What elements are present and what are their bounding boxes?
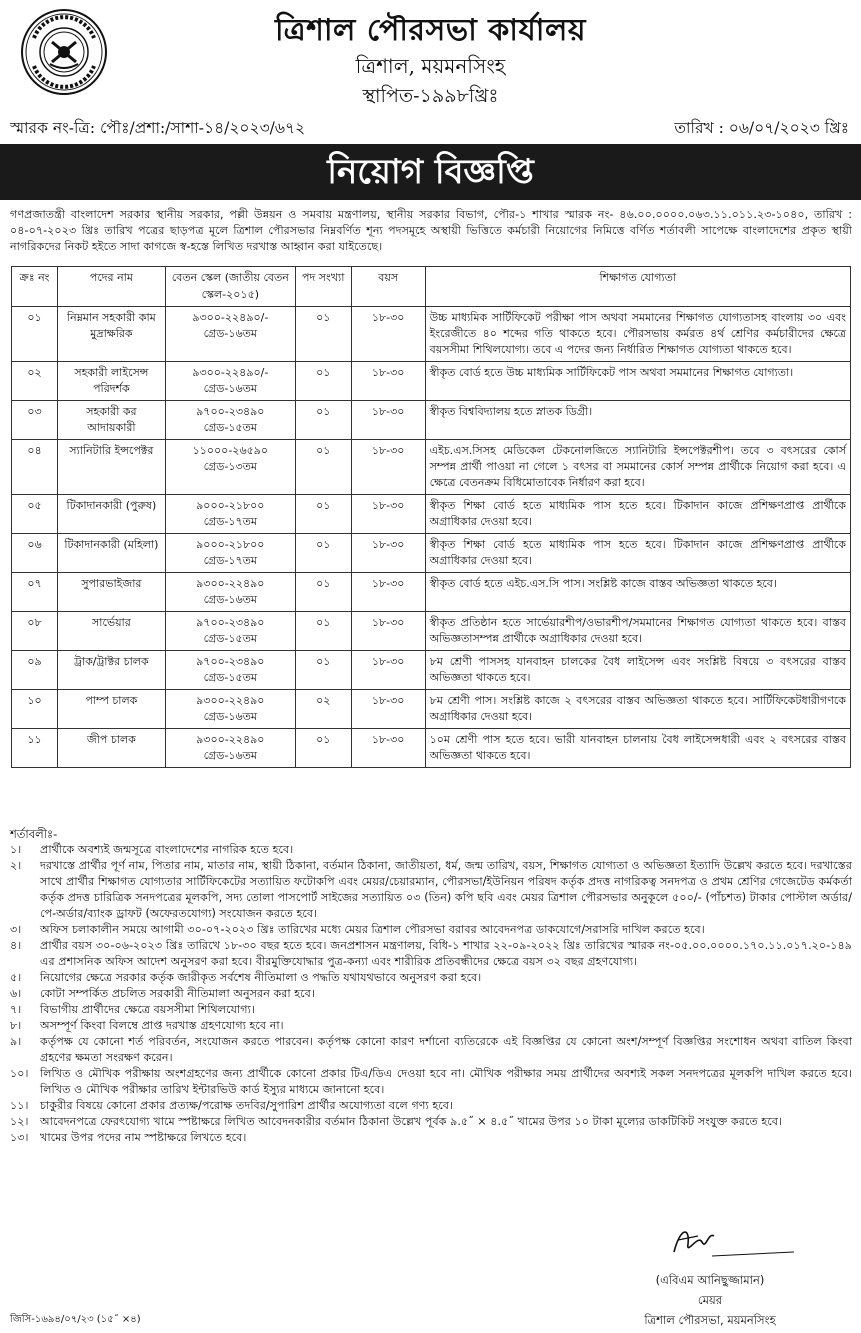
condition-number: ১১।	[10, 1099, 29, 1112]
memo-number: স্মারক নং-ত্রি: পৌঃ/প্রশা:/সাশা-১৪/২০২৩/৬৭২	[10, 119, 306, 137]
table-row	[12, 401, 851, 440]
row-count: ০১	[295, 651, 351, 690]
grade-value: গ্রেড-১৭তম	[203, 554, 258, 567]
row-scale	[165, 729, 295, 768]
intro-paragraph: গণপ্রজাতন্ত্রী বাংলাদেশ সরকার স্থানীয় সরকার, পল্লী উন্নয়ন ও সমবায় মন্ত্রণালয়, স্থানীয় সরকার বিভাগ, পৌর-১ শাখার স্মারক নং- ৪৬.০০.০০০০.০৬৩.১১.০১১.২৩-১০৪০, তারিখ : ০৪-০৭-২০২৩ খ্রিঃ তারিখ পত্রের ছাড়পত্র মূলে ত্রিশাল পৌরসভার নিম্নবর্ণিত শূন্য পদসমূহে অস্থায়ী ভিত্তিতে কর্মচারী নিয়োগের নিমিত্তে বর্ণিত শর্তাবলী সাপেক্ষে বাংলাদেশের প্রকৃত স্থায়ী নাগরিকদের নিকট হইতে সাদা কাগজে স্ব-হস্তে লিখিত দরখাস্ত আহ্বান করা যাইতেছে।	[10, 208, 852, 253]
table-row	[12, 651, 851, 690]
row-qualification: এইচ.এস.সিসহ মেডিকেল টেকনোলজিতে স্যানিটারি ইন্সপেক্টরশীপ। তবে ৩ বৎসরের কোর্স সম্পন্ন প্রার্থী পাওয়া না গেলে ১ বৎসর বা সমমানের কোর্স সম্পন্ন প্রার্থীকে নিয়োগ করা হবে। এ ক্ষেত্রে বেতনক্রম বিধিমোতাবেক নির্ধারণ করা হবে।	[425, 440, 850, 495]
scale-value: ৯৭০০-২৩৪৯০	[196, 616, 265, 629]
list-item	[10, 1002, 852, 1018]
row-post: সুপারভাইজার	[57, 573, 165, 612]
row-serial: ১১	[12, 729, 58, 768]
row-scale	[165, 651, 295, 690]
condition-text: কর্তৃপক্ষ যে কোনো শর্ত পরিবর্তন, সংযোজন করতে পারবেন। কর্তৃপক্ষ কোনো কারণ দর্শানো ব্যতিরেকে এই বিজ্ঞপ্তির যে কোনো অংশ/সম্পূর্ণ বিজ্ঞপ্তির সংশোধন অথবা বাতিল কিংবা গ্রহণের ক্ষমতা সংরক্ষণ করেন।	[40, 1035, 852, 1064]
grade-value: গ্রেড-১৬তম	[203, 710, 258, 723]
grade-value: গ্রেড-১৬তম	[203, 593, 258, 606]
grade-value: গ্রেড-১৬তম	[203, 749, 258, 762]
scale-value: ৯০০০-২১৮০০	[196, 499, 265, 512]
row-serial: ০১	[12, 307, 58, 362]
row-scale	[165, 401, 295, 440]
grade-value: গ্রেড-১৬তম	[203, 327, 258, 340]
condition-text: দরখাস্তে প্রার্থীর পূর্ণ নাম, পিতার নাম, মাতার নাম, স্থায়ী ঠিকানা, বর্তমান ঠিকানা, জাতীয়তা, ধর্ম, জন্ম তারিখ, বয়স, শিক্ষাগত যোগ্যতা ও অভিজ্ঞতা ইত্যাদি উল্লেখ করতে হবে। দরখাস্তের সাথে প্রার্থীর শিক্ষাগত যোগ্যতার সার্টিফিকেটের সত্যায়িত ফটোকপি এবং মেয়র/চেয়ারম্যান, পৌরসভা/ইউনিয়ন পরিষদ কর্তৃক প্রদত্ত নাগরিকত্ব সনদপত্র ও প্রথম শ্রেণির গেজেটেড কর্মকর্তা কর্তৃক প্রদত্ত চারিত্রিক সনদপত্রের মূলকপি, সদ্য তোলা পাসপোর্ট সাইজের সত্যায়িত ০৩ (তিন) কপি ছবি এবং মেয়র ত্রিশাল পৌরসভার অনুকূলে ৫০০/- (পাঁচশত) টাকার পোস্টাল অর্ডার/পে-অর্ডার/ব্যাংক ড্রাফট (অফেরতযোগ্য) সংযোজন করতে হবে।	[40, 859, 852, 920]
condition-text: অসম্পূর্ণ কিংবা বিলম্বে প্রাপ্ত দরখাস্ত গ্রহণযোগ্য হবে না।	[40, 1019, 284, 1032]
row-qualification: স্বীকৃত শিক্ষা বোর্ড হতে মাধ্যমিক পাস হতে হবে। টিকাদান কাজে প্রশিক্ষণপ্রাপ্ত প্রার্থীকে অগ্রাধিকার দেওয়া হবে।	[425, 495, 850, 534]
table-row	[12, 307, 851, 362]
condition-text: খামের উপর পদের নাম স্পষ্টাক্ষরে লিখতে হবে।	[40, 1131, 247, 1144]
grade-value: গ্রেড-১৫তম	[203, 632, 258, 645]
list-item	[10, 1130, 852, 1146]
scale-value: ৯০০০-২১৮০০	[196, 538, 265, 551]
condition-text: প্রার্থীর বয়স ৩০-০৬-২০২৩ খ্রিঃ তারিখে ১৮-৩০ বছর হতে হবে। জনপ্রশাসন মন্ত্রণালয়, বিধি-১ শাখার ২২-০৯-২০২২ খ্রিঃ তারিখের স্মারক নং-০৫.০০.০০০০.১৭০.১১.০১৭.২০-১৪৯ এর প্রশাসনিক অফিস আদেশ অনুসরণ করা হবে। বীরমুক্তিযোদ্ধার পুত্র-কন্যা এবং শারীরিক প্রতিবন্ধীদের ক্ষেত্রে বয়স ৩২ বছর গ্রহণযোগ্য।	[40, 939, 852, 968]
row-count: ০২	[295, 690, 351, 729]
row-scale	[165, 534, 295, 573]
row-serial: ০৮	[12, 612, 58, 651]
list-item	[10, 970, 852, 986]
row-age: ১৮-৩০	[351, 651, 425, 690]
signatory-block	[610, 1270, 810, 1330]
office-location: ত্রিশাল, ময়মনসিংহ	[355, 54, 506, 78]
header-count: পদ সংখ্যা	[295, 267, 351, 307]
row-age: ১৮-৩০	[351, 495, 425, 534]
list-item	[10, 842, 852, 858]
conditions-list	[10, 842, 852, 1146]
scale-value: ৯৩০০-২২৪৯০	[196, 577, 265, 590]
condition-number: ৩।	[10, 923, 22, 936]
list-item	[10, 1018, 852, 1034]
row-serial: ০২	[12, 362, 58, 401]
row-serial: ০৬	[12, 534, 58, 573]
header-serial: ক্রঃ নং	[12, 267, 58, 307]
grade-value: গ্রেড-১৫তম	[203, 421, 258, 434]
list-item	[10, 1066, 852, 1098]
condition-number: ৫।	[10, 971, 22, 984]
row-scale	[165, 495, 295, 534]
row-scale	[165, 612, 295, 651]
row-scale	[165, 573, 295, 612]
condition-text: বিভাগীয় প্রার্থীদের ক্ষেত্রে বয়সসীমা শিথিলযোগ্য।	[40, 1003, 255, 1016]
row-post: জীপ চালক	[57, 729, 165, 768]
notice-header	[0, 0, 861, 110]
row-age: ১৮-৩০	[351, 534, 425, 573]
condition-number: ১৩।	[10, 1131, 29, 1144]
row-age: ১৮-৩০	[351, 573, 425, 612]
scale-value: ৯৩০০-২২৪৯০/-	[192, 366, 269, 379]
list-item	[10, 1114, 852, 1130]
row-serial: ০৫	[12, 495, 58, 534]
row-age: ১৮-৩০	[351, 440, 425, 495]
row-count: ০১	[295, 307, 351, 362]
list-item	[10, 986, 852, 1002]
row-post: স্যানিটারি ইন্সপেক্টর	[57, 440, 165, 495]
condition-text: নিয়োগের ক্ষেত্রে সরকার কর্তৃক জারীকৃত সর্বশেষ নীতিমালা ও পদ্ধতি যথাযথভাবে অনুসরণ করা হবে।	[40, 971, 482, 984]
condition-number: ১০।	[10, 1067, 29, 1080]
row-qualification: ৮ম শ্রেণী পাস। সংশ্লিষ্ট কাজে ২ বৎসরের বাস্তব অভিজ্ঞতা থাকতে হবে। সার্টিফিকেটধারীগণকে অগ্রাধিকার দেওয়া হবে।	[425, 690, 850, 729]
row-qualification: ১০ম শ্রেণী পাস হতে হবে। ভারী যানবাহন চালনায় বৈধ লাইসেন্সধারী এবং ২ বৎসরের বাস্তব অভিজ্ঞতা থাকতে হবে।	[425, 729, 850, 768]
signatory-office: ত্রিশাল পৌরসভা, ময়মনসিংহ	[644, 1313, 776, 1327]
row-count: ০১	[295, 729, 351, 768]
condition-number: ৬।	[10, 987, 22, 1000]
scale-value: ৯৩০০-২২৪৯০	[196, 694, 265, 707]
row-serial: ০৯	[12, 651, 58, 690]
condition-text: প্রার্থীকে অবশ্যই জন্মসূত্রে বাংলাদেশের নাগরিক হতে হবে।	[40, 843, 294, 856]
row-qualification: স্বীকৃত বোর্ড হতে উচ্চ মাধ্যমিক সার্টিফিকেট পাস অথবা সমমানের শিক্ষাগত যোগ্যতা।	[425, 362, 850, 401]
row-post: নিম্নমান সহকারী কাম মুদ্রাক্ষরিক	[57, 307, 165, 362]
condition-text: লিখিত ও মৌখিক পরীক্ষায় অংশগ্রহণের জন্য প্রার্থীকে কোনো প্রকার টিএ/ডিএ দেওয়া হবে না। মৌখিক পরীক্ষার সময় প্রার্থীদের অবশ্যই সকল সনদপত্রের মূলকপি দাখিল করতে হবে। লিখিত ও মৌখিক পরীক্ষার তারিখ ইন্টারভিউ কার্ড ইস্যুর মাধ্যমে জানানো হবে।	[40, 1067, 852, 1096]
row-count: ০১	[295, 495, 351, 534]
row-qualification: উচ্চ মাধ্যমিক সার্টিফিকেট পরীক্ষা পাস অথবা সমমানের শিক্ষাগত যোগ্যতাসহ বাংলায় ৩০ এবং ইংরেজীতে ৪০ শব্দের গতি থাকতে হবে। পৌরসভায় কর্মরত ৪র্থ শ্রেণির কর্মচারীদের ক্ষেত্রে বয়সসীমা শিথিলযোগ্য। তবে এ পদের জন্য নির্ধারিত শিক্ষাগত যোগ্যতা থাকতে হবে।	[425, 307, 850, 362]
row-post: টিকাদানকারী (পুরুষ)	[57, 495, 165, 534]
row-count: ০১	[295, 612, 351, 651]
list-item	[10, 922, 852, 938]
row-qualification: স্বীকৃত বিশ্ববিদ্যালয় হতে স্নাতক ডিগ্রী।	[425, 401, 850, 440]
row-age: ১৮-৩০	[351, 729, 425, 768]
condition-text: কোটা সম্পর্কিত প্রচলিত সরকারী নীতিমালা অনুসরন করা হবে।	[40, 987, 315, 1000]
row-post: টিকাদানকারী (মহিলা)	[57, 534, 165, 573]
row-age: ১৮-৩০	[351, 612, 425, 651]
condition-number: ২।	[10, 859, 22, 872]
table-row	[12, 612, 851, 651]
row-post: সহকারী লাইসেন্স পরিদর্শক	[57, 362, 165, 401]
row-count: ০১	[295, 440, 351, 495]
condition-text: অফিস চলাকালীন সময়ে আগামী ৩০-০৭-২০২৩ খ্রিঃ তারিখের মধ্যে মেয়র ত্রিশাল পৌরসভা বরাবর আবেদনপত্র ডাকযোগে/সরাসরি দাখিল করতে হবে।	[40, 923, 705, 936]
signatory-name: (এবিএম আনিছুজ্জামান)	[655, 1273, 765, 1287]
list-item	[10, 1034, 852, 1066]
table-row	[12, 495, 851, 534]
list-item	[10, 938, 852, 970]
office-title: ত্রিশাল পৌরসভা কার্যালয়	[274, 13, 586, 48]
row-serial: ১০	[12, 690, 58, 729]
table-row	[12, 729, 851, 768]
list-item	[10, 858, 852, 922]
condition-text: আবেদনপত্রে ফেরৎযোগ্য খামে স্পষ্টাক্ষরে লিখিত আবেদনকারীর বর্তমান ঠিকানা উল্লেখ পূর্বক ৯.৫˝ × ৪.৫˝ খামের উপর ১০ টাকা মূল্যের ডাকটিকিট সংযুক্ত করতে হবে।	[40, 1115, 782, 1128]
row-post: সহকারী কর আদায়কারী	[57, 401, 165, 440]
row-post: সার্ভেয়ার	[57, 612, 165, 651]
reference-line	[10, 116, 849, 140]
row-age: ১৮-৩০	[351, 362, 425, 401]
row-scale	[165, 307, 295, 362]
condition-number: ৮।	[10, 1019, 22, 1032]
scale-value: ৯৭০০-২৩৪৯০	[196, 405, 265, 418]
condition-number: ৪।	[10, 939, 22, 952]
row-serial: ০৭	[12, 573, 58, 612]
row-qualification: স্বীকৃত প্রতিষ্ঠান হতে সার্ভেয়ারশীপ/ওভারশীপ/সমমানের শিক্ষাগত যোগ্যতা থাকতে হবে। বাস্তব অভিজ্ঞতাসম্পন্ন প্রার্থীকে অগ্রাধিকার দেওয়া হবে।	[425, 612, 850, 651]
condition-number: ৯।	[10, 1035, 22, 1048]
table-row	[12, 440, 851, 495]
signatory-designation: মেয়র	[697, 1293, 723, 1307]
grade-value: গ্রেড-১৩তম	[203, 460, 258, 473]
condition-number: ১।	[10, 843, 22, 856]
notice-banner: নিয়োগ বিজ্ঞপ্তি	[0, 144, 861, 200]
notice-date: তারিখ : ০৬/০৭/২০২৩ খ্রিঃ	[674, 119, 849, 137]
row-age: ১৮-৩০	[351, 307, 425, 362]
scale-value: ১১০০০-২৬৫৯০	[192, 444, 269, 457]
header-post: পদের নাম	[57, 267, 165, 307]
row-serial: ০৩	[12, 401, 58, 440]
table-row	[12, 690, 851, 729]
row-count: ০১	[295, 401, 351, 440]
condition-number: ১২।	[10, 1115, 29, 1128]
header-age: বয়স	[351, 267, 425, 307]
grade-value: গ্রেড-১৫তম	[203, 671, 258, 684]
row-age: ১৮-৩০	[351, 690, 425, 729]
row-post: পাম্প চালক	[57, 690, 165, 729]
vacancy-table	[11, 266, 851, 768]
condition-text: চাকুরীর বিষয়ে কোনো প্রকার প্রত্যক্ষ/পরোক্ষ তদবির/সুপারিশ প্রার্থীর অযোগ্যতা বলে গণ্য হবে।	[40, 1099, 453, 1112]
grade-value: গ্রেড-১৭তম	[203, 515, 258, 528]
table-row	[12, 362, 851, 401]
row-post: ট্রাক/ট্রাক্টর চালক	[57, 651, 165, 690]
row-count: ০১	[295, 573, 351, 612]
row-qualification: স্বীকৃত শিক্ষা বোর্ড হতে মাধ্যমিক পাস হতে হবে। টিকাদান কাজে প্রশিক্ষণপ্রাপ্ত প্রার্থীকে অগ্রাধিকার দেওয়া হবে।	[425, 534, 850, 573]
row-scale	[165, 440, 295, 495]
row-scale	[165, 362, 295, 401]
print-code: জিসি-১৬৯৪/০৭/২৩ (১৫˝ ×৪)	[10, 1314, 141, 1325]
row-count: ০১	[295, 362, 351, 401]
table-row	[12, 534, 851, 573]
row-age: ১৮-৩০	[351, 401, 425, 440]
row-qualification: স্বীকৃত বোর্ড হতে এইচ.এস.সি পাস। সংশ্লিষ্ট কাজে বাস্তব অভিজ্ঞতা থাকতে হবে।	[425, 573, 850, 612]
established-year: স্থাপিত-১৯৯৮খ্রিঃ	[362, 85, 499, 107]
handwritten-signature	[668, 1222, 798, 1262]
row-count: ০১	[295, 534, 351, 573]
list-item	[10, 1098, 852, 1114]
row-serial: ০৪	[12, 440, 58, 495]
table-header-row	[12, 267, 851, 307]
row-scale	[165, 690, 295, 729]
header-scale: বেতন স্কেল (জাতীয় বেতন স্কেল-২০১৫)	[165, 267, 295, 307]
row-qualification: ৮ম শ্রেণী পাসসহ যানবাহন চালকের বৈধ লাইসেন্স এবং সংশ্লিষ্ট বিষয়ে ৩ বৎসরের বাস্তব অভিজ্ঞতা থাকতে হবে।	[425, 651, 850, 690]
scale-value: ৯৩০০-২২৪৯০	[196, 733, 265, 746]
conditions-title: শর্তাবলীঃ-	[10, 827, 58, 841]
condition-number: ৭।	[10, 1003, 22, 1016]
scale-value: ৯৩০০-২২৪৯০/-	[192, 311, 269, 324]
table-row	[12, 573, 851, 612]
header-qualification: শিক্ষাগত যোগ্যতা	[425, 267, 850, 307]
grade-value: গ্রেড-১৬তম	[203, 382, 258, 395]
scale-value: ৯৭০০-২৩৪৯০	[196, 655, 265, 668]
